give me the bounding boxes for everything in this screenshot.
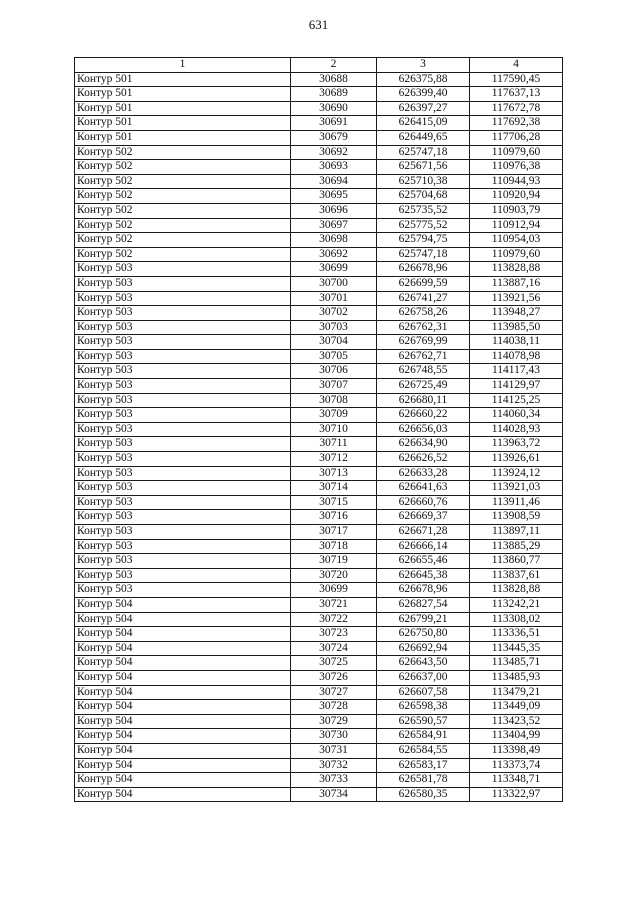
contour-name-cell: Контур 503 (75, 437, 291, 452)
point-number-cell: 30719 (291, 554, 377, 569)
table-row (75, 72, 563, 87)
point-number-cell: 30692 (291, 247, 377, 262)
contour-name-cell: Контур 504 (75, 758, 291, 773)
table-row (75, 481, 563, 496)
point-number-cell: 30725 (291, 656, 377, 671)
contour-name-cell: Контур 503 (75, 452, 291, 467)
table-row (75, 437, 563, 452)
y-coordinate-cell: 113445,35 (470, 641, 563, 656)
y-coordinate-cell: 114028,93 (470, 422, 563, 437)
contour-name-cell: Контур 504 (75, 627, 291, 642)
x-coordinate-cell: 626671,28 (377, 525, 470, 540)
x-coordinate-cell: 626415,09 (377, 116, 470, 131)
point-number-cell: 30696 (291, 203, 377, 218)
table-row (75, 525, 563, 540)
table-row (75, 597, 563, 612)
table-row (75, 145, 563, 160)
point-number-cell: 30703 (291, 320, 377, 335)
point-number-cell: 30701 (291, 291, 377, 306)
point-number-cell: 30679 (291, 130, 377, 145)
x-coordinate-cell: 625704,68 (377, 189, 470, 204)
contour-name-cell: Контур 503 (75, 481, 291, 496)
contour-name-cell: Контур 501 (75, 72, 291, 87)
header-column-4: 4 (470, 58, 563, 73)
y-coordinate-cell: 117672,78 (470, 101, 563, 116)
x-coordinate-cell: 625775,52 (377, 218, 470, 233)
y-coordinate-cell: 113860,77 (470, 554, 563, 569)
point-number-cell: 30734 (291, 787, 377, 802)
table-row (75, 364, 563, 379)
x-coordinate-cell: 626660,76 (377, 495, 470, 510)
x-coordinate-cell: 625735,52 (377, 203, 470, 218)
x-coordinate-cell: 626699,59 (377, 276, 470, 291)
table-row (75, 729, 563, 744)
x-coordinate-cell: 626399,40 (377, 87, 470, 102)
x-coordinate-cell: 625671,56 (377, 160, 470, 175)
x-coordinate-cell: 626762,31 (377, 320, 470, 335)
point-number-cell: 30709 (291, 408, 377, 423)
x-coordinate-cell: 626580,35 (377, 787, 470, 802)
contour-name-cell: Контур 503 (75, 379, 291, 394)
y-coordinate-cell: 113322,97 (470, 787, 563, 802)
table-row (75, 306, 563, 321)
header-row (75, 58, 563, 73)
y-coordinate-cell: 113828,88 (470, 583, 563, 598)
header-column-1: 1 (75, 58, 291, 73)
point-number-cell: 30700 (291, 276, 377, 291)
point-number-cell: 30702 (291, 306, 377, 321)
table-row (75, 495, 563, 510)
point-number-cell: 30699 (291, 583, 377, 598)
table-row (75, 247, 563, 262)
point-number-cell: 30695 (291, 189, 377, 204)
y-coordinate-cell: 114060,34 (470, 408, 563, 423)
contour-name-cell: Контур 503 (75, 349, 291, 364)
y-coordinate-cell: 113963,72 (470, 437, 563, 452)
y-coordinate-cell: 110954,03 (470, 233, 563, 248)
table-row (75, 218, 563, 233)
contour-name-cell: Контур 503 (75, 276, 291, 291)
table-row (75, 612, 563, 627)
x-coordinate-cell: 625747,18 (377, 145, 470, 160)
y-coordinate-cell: 113908,59 (470, 510, 563, 525)
point-number-cell: 30689 (291, 87, 377, 102)
contour-name-cell: Контур 504 (75, 656, 291, 671)
table-row (75, 393, 563, 408)
contour-name-cell: Контур 503 (75, 320, 291, 335)
y-coordinate-cell: 113373,74 (470, 758, 563, 773)
table-row (75, 291, 563, 306)
table-row (75, 452, 563, 467)
point-number-cell: 30697 (291, 218, 377, 233)
y-coordinate-cell: 113404,99 (470, 729, 563, 744)
point-number-cell: 30733 (291, 773, 377, 788)
x-coordinate-cell: 626584,91 (377, 729, 470, 744)
y-coordinate-cell: 117590,45 (470, 72, 563, 87)
y-coordinate-cell: 113985,50 (470, 320, 563, 335)
point-number-cell: 30699 (291, 262, 377, 277)
table-row (75, 714, 563, 729)
contour-name-cell: Контур 502 (75, 233, 291, 248)
table-row (75, 627, 563, 642)
x-coordinate-cell: 626762,71 (377, 349, 470, 364)
point-number-cell: 30722 (291, 612, 377, 627)
point-number-cell: 30710 (291, 422, 377, 437)
x-coordinate-cell: 626678,96 (377, 583, 470, 598)
y-coordinate-cell: 113336,51 (470, 627, 563, 642)
point-number-cell: 30720 (291, 568, 377, 583)
y-coordinate-cell: 110979,60 (470, 247, 563, 262)
table-row (75, 787, 563, 802)
contour-name-cell: Контур 503 (75, 510, 291, 525)
x-coordinate-cell: 626655,46 (377, 554, 470, 569)
point-number-cell: 30727 (291, 685, 377, 700)
contour-name-cell: Контур 504 (75, 714, 291, 729)
table-body (75, 72, 563, 802)
contour-name-cell: Контур 501 (75, 101, 291, 116)
table-row (75, 203, 563, 218)
table-row (75, 656, 563, 671)
y-coordinate-cell: 114129,97 (470, 379, 563, 394)
x-coordinate-cell: 626750,80 (377, 627, 470, 642)
contour-name-cell: Контур 501 (75, 130, 291, 145)
y-coordinate-cell: 117637,13 (470, 87, 563, 102)
x-coordinate-cell: 625710,38 (377, 174, 470, 189)
y-coordinate-cell: 113479,21 (470, 685, 563, 700)
y-coordinate-cell: 113887,16 (470, 276, 563, 291)
contour-name-cell: Контур 502 (75, 160, 291, 175)
x-coordinate-cell: 626741,27 (377, 291, 470, 306)
y-coordinate-cell: 113924,12 (470, 466, 563, 481)
x-coordinate-cell: 626680,11 (377, 393, 470, 408)
point-number-cell: 30704 (291, 335, 377, 350)
point-number-cell: 30717 (291, 525, 377, 540)
y-coordinate-cell: 113921,56 (470, 291, 563, 306)
y-coordinate-cell: 113897,11 (470, 525, 563, 540)
contour-name-cell: Контур 504 (75, 700, 291, 715)
x-coordinate-cell: 626581,78 (377, 773, 470, 788)
point-number-cell: 30723 (291, 627, 377, 642)
x-coordinate-cell: 625747,18 (377, 247, 470, 262)
y-coordinate-cell: 117692,38 (470, 116, 563, 131)
table-row (75, 349, 563, 364)
x-coordinate-cell: 626692,94 (377, 641, 470, 656)
table-row (75, 568, 563, 583)
table-row (75, 101, 563, 116)
contour-name-cell: Контур 503 (75, 525, 291, 540)
x-coordinate-cell: 626725,49 (377, 379, 470, 394)
x-coordinate-cell: 626758,26 (377, 306, 470, 321)
x-coordinate-cell: 626449,65 (377, 130, 470, 145)
x-coordinate-cell: 626598,38 (377, 700, 470, 715)
table-row (75, 174, 563, 189)
table-row (75, 335, 563, 350)
point-number-cell: 30724 (291, 641, 377, 656)
point-number-cell: 30730 (291, 729, 377, 744)
x-coordinate-cell: 626584,55 (377, 743, 470, 758)
point-number-cell: 30706 (291, 364, 377, 379)
point-number-cell: 30693 (291, 160, 377, 175)
table-row (75, 773, 563, 788)
x-coordinate-cell: 626799,21 (377, 612, 470, 627)
x-coordinate-cell: 626748,55 (377, 364, 470, 379)
contour-name-cell: Контур 503 (75, 583, 291, 598)
header-column-2: 2 (291, 58, 377, 73)
y-coordinate-cell: 113308,02 (470, 612, 563, 627)
y-coordinate-cell: 113449,09 (470, 700, 563, 715)
point-number-cell: 30726 (291, 670, 377, 685)
point-number-cell: 30716 (291, 510, 377, 525)
contour-name-cell: Контур 503 (75, 291, 291, 306)
y-coordinate-cell: 113348,71 (470, 773, 563, 788)
table-row (75, 641, 563, 656)
table-row (75, 189, 563, 204)
x-coordinate-cell: 626641,63 (377, 481, 470, 496)
x-coordinate-cell: 626669,37 (377, 510, 470, 525)
point-number-cell: 30715 (291, 495, 377, 510)
y-coordinate-cell: 110976,38 (470, 160, 563, 175)
coordinates-table (74, 57, 563, 802)
table-row (75, 262, 563, 277)
table-row (75, 583, 563, 598)
table-row (75, 510, 563, 525)
contour-name-cell: Контур 504 (75, 743, 291, 758)
table-row (75, 116, 563, 131)
contour-name-cell: Контур 503 (75, 364, 291, 379)
x-coordinate-cell: 626590,57 (377, 714, 470, 729)
x-coordinate-cell: 626583,17 (377, 758, 470, 773)
contour-name-cell: Контур 504 (75, 729, 291, 744)
table-row (75, 379, 563, 394)
point-number-cell: 30698 (291, 233, 377, 248)
contour-name-cell: Контур 504 (75, 773, 291, 788)
contour-name-cell: Контур 502 (75, 189, 291, 204)
point-number-cell: 30712 (291, 452, 377, 467)
x-coordinate-cell: 626637,00 (377, 670, 470, 685)
x-coordinate-cell: 626626,52 (377, 452, 470, 467)
contour-name-cell: Контур 503 (75, 568, 291, 583)
y-coordinate-cell: 117706,28 (470, 130, 563, 145)
page-number: 631 (308, 17, 329, 32)
x-coordinate-cell: 626607,58 (377, 685, 470, 700)
x-coordinate-cell: 626769,99 (377, 335, 470, 350)
contour-name-cell: Контур 501 (75, 87, 291, 102)
contour-name-cell: Контур 503 (75, 554, 291, 569)
contour-name-cell: Контур 504 (75, 670, 291, 685)
contour-name-cell: Контур 503 (75, 466, 291, 481)
y-coordinate-cell: 113911,46 (470, 495, 563, 510)
table-row (75, 758, 563, 773)
table-row (75, 466, 563, 481)
contour-name-cell: Контур 503 (75, 539, 291, 554)
y-coordinate-cell: 113398,49 (470, 743, 563, 758)
y-coordinate-cell: 114078,98 (470, 349, 563, 364)
point-number-cell: 30691 (291, 116, 377, 131)
point-number-cell: 30721 (291, 597, 377, 612)
table-header (75, 58, 563, 73)
y-coordinate-cell: 110979,60 (470, 145, 563, 160)
x-coordinate-cell: 626666,14 (377, 539, 470, 554)
point-number-cell: 30707 (291, 379, 377, 394)
x-coordinate-cell: 626827,54 (377, 597, 470, 612)
contour-name-cell: Контур 502 (75, 145, 291, 160)
table-row (75, 554, 563, 569)
table-row (75, 685, 563, 700)
y-coordinate-cell: 114038,11 (470, 335, 563, 350)
contour-name-cell: Контур 504 (75, 787, 291, 802)
table-row (75, 87, 563, 102)
contour-name-cell: Контур 504 (75, 685, 291, 700)
point-number-cell: 30718 (291, 539, 377, 554)
point-number-cell: 30732 (291, 758, 377, 773)
y-coordinate-cell: 110920,94 (470, 189, 563, 204)
x-coordinate-cell: 626633,28 (377, 466, 470, 481)
contour-name-cell: Контур 502 (75, 174, 291, 189)
contour-name-cell: Контур 502 (75, 203, 291, 218)
y-coordinate-cell: 110944,93 (470, 174, 563, 189)
table-row (75, 233, 563, 248)
point-number-cell: 30731 (291, 743, 377, 758)
x-coordinate-cell: 626397,27 (377, 101, 470, 116)
y-coordinate-cell: 113837,61 (470, 568, 563, 583)
contour-name-cell: Контур 501 (75, 116, 291, 131)
contour-name-cell: Контур 502 (75, 247, 291, 262)
point-number-cell: 30688 (291, 72, 377, 87)
table-row (75, 700, 563, 715)
x-coordinate-cell: 625794,75 (377, 233, 470, 248)
point-number-cell: 30690 (291, 101, 377, 116)
contour-name-cell: Контур 502 (75, 218, 291, 233)
y-coordinate-cell: 113948,27 (470, 306, 563, 321)
point-number-cell: 30708 (291, 393, 377, 408)
y-coordinate-cell: 113828,88 (470, 262, 563, 277)
y-coordinate-cell: 113921,03 (470, 481, 563, 496)
y-coordinate-cell: 114125,25 (470, 393, 563, 408)
point-number-cell: 30729 (291, 714, 377, 729)
table-row (75, 130, 563, 145)
y-coordinate-cell: 113485,93 (470, 670, 563, 685)
contour-name-cell: Контур 503 (75, 408, 291, 423)
y-coordinate-cell: 114117,43 (470, 364, 563, 379)
point-number-cell: 30705 (291, 349, 377, 364)
x-coordinate-cell: 626375,88 (377, 72, 470, 87)
y-coordinate-cell: 113926,61 (470, 452, 563, 467)
x-coordinate-cell: 626634,90 (377, 437, 470, 452)
table-row (75, 743, 563, 758)
point-number-cell: 30728 (291, 700, 377, 715)
contour-name-cell: Контур 503 (75, 422, 291, 437)
point-number-cell: 30711 (291, 437, 377, 452)
point-number-cell: 30694 (291, 174, 377, 189)
table-row (75, 670, 563, 685)
table-row (75, 320, 563, 335)
point-number-cell: 30713 (291, 466, 377, 481)
y-coordinate-cell: 110903,79 (470, 203, 563, 218)
y-coordinate-cell: 113423,52 (470, 714, 563, 729)
table-row (75, 160, 563, 175)
x-coordinate-cell: 626678,96 (377, 262, 470, 277)
contour-name-cell: Контур 503 (75, 262, 291, 277)
y-coordinate-cell: 113885,29 (470, 539, 563, 554)
y-coordinate-cell: 110912,94 (470, 218, 563, 233)
x-coordinate-cell: 626645,38 (377, 568, 470, 583)
contour-name-cell: Контур 503 (75, 335, 291, 350)
y-coordinate-cell: 113242,21 (470, 597, 563, 612)
y-coordinate-cell: 113485,71 (470, 656, 563, 671)
x-coordinate-cell: 626660,22 (377, 408, 470, 423)
contour-name-cell: Контур 503 (75, 495, 291, 510)
contour-name-cell: Контур 504 (75, 597, 291, 612)
table-row (75, 276, 563, 291)
x-coordinate-cell: 626656,03 (377, 422, 470, 437)
header-column-3: 3 (377, 58, 470, 73)
contour-name-cell: Контур 503 (75, 306, 291, 321)
contour-name-cell: Контур 504 (75, 641, 291, 656)
contour-name-cell: Контур 504 (75, 612, 291, 627)
table-row (75, 422, 563, 437)
point-number-cell: 30714 (291, 481, 377, 496)
table-row (75, 408, 563, 423)
contour-name-cell: Контур 503 (75, 393, 291, 408)
point-number-cell: 30692 (291, 145, 377, 160)
table-row (75, 539, 563, 554)
x-coordinate-cell: 626643,50 (377, 656, 470, 671)
